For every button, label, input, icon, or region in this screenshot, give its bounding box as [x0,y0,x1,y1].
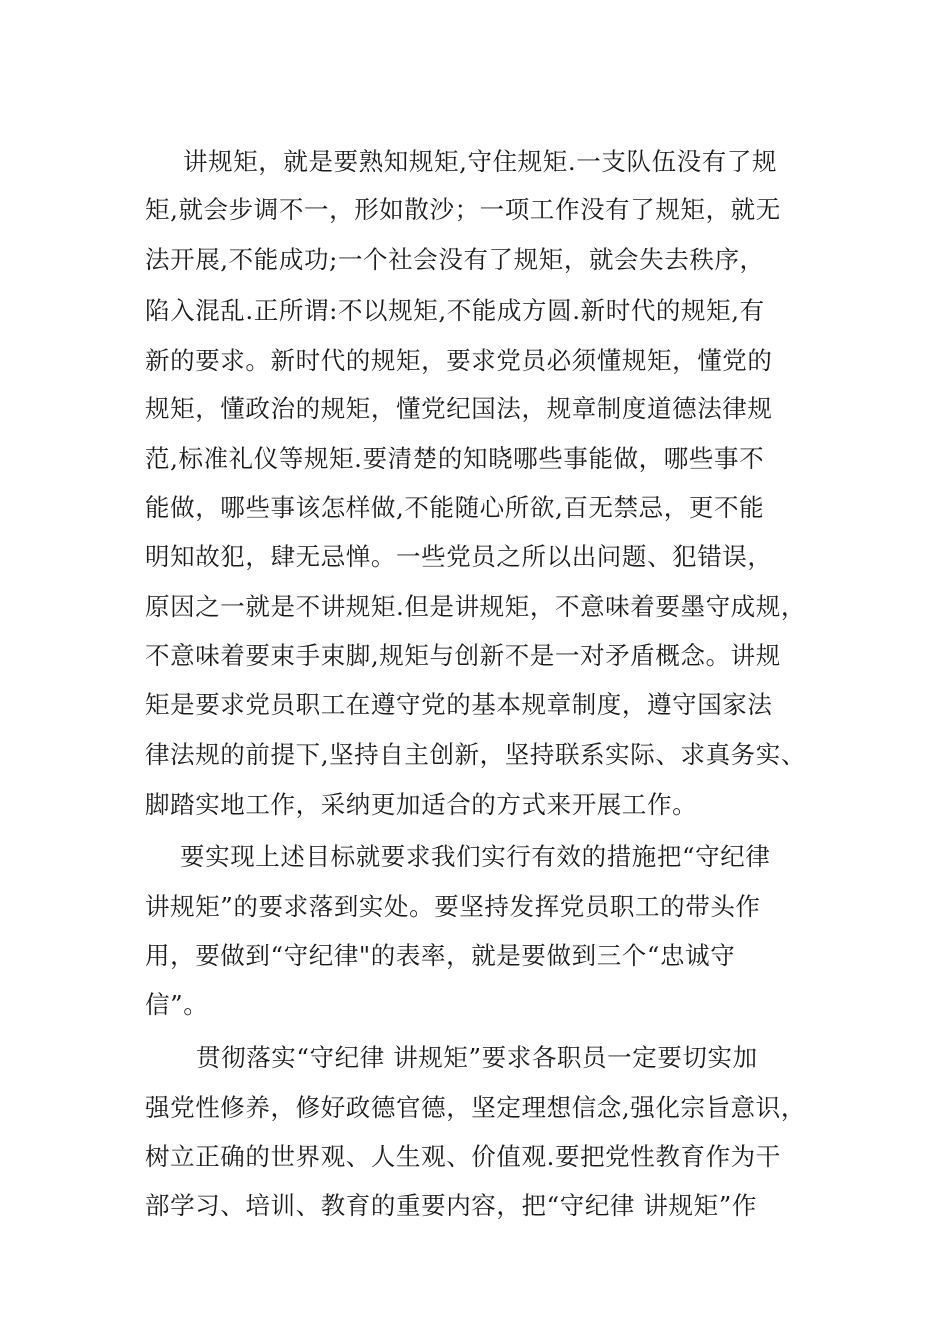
text-line: 范,标准礼仪等规矩.要清楚的知晓哪些事能做，哪些事不 [145,444,765,473]
text-line: 新的要求。新时代的规矩，要求党员必须懂规矩，懂党的 [145,346,773,375]
text-line: 能做，哪些事该怎样做,不能随心所欲,百无禁忌，更不能 [145,493,765,522]
text-line: 讲规矩，就是要熟知规矩,守住规矩.一支队伍没有了规 [183,147,778,176]
text-line: 律法规的前提下,坚持自主创新，坚持联系实际、求真务实、 [145,740,806,769]
text-line: 矩,就会步调不一，形如散沙；一项工作没有了规矩，就无 [145,195,781,224]
text-line: 贯彻落实“守纪律 讲规矩”要求各职员一定要切实加 [196,1043,758,1072]
text-line: 不意味着要束手束脚,规矩与创新不是一对矛盾概念。讲规 [145,641,781,670]
text-line: 强党性修养，修好政德官德，坚定理想信念,强化宗旨意识， [145,1093,806,1122]
text-line: 树立正确的世界观、人生观、价值观.要把党性教育作为干 [145,1142,781,1171]
text-line: 明知故犯，肆无忌惮。一些党员之所以出问题、犯错误， [145,542,773,571]
text-line: 脚踏实地工作，采纳更加适合的方式来开展工作。 [145,790,698,819]
text-line: 部学习、培训、教育的重要内容，把“守纪律 讲规矩”作 [145,1191,757,1220]
text-line: 要实现上述目标就要求我们实行有效的措施把“守纪律 [180,842,771,871]
text-line: 法开展,不能成功;一个社会没有了规矩，就会失去秩序， [145,245,765,274]
text-line: 规矩，懂政治的规矩，懂党纪国法，规章制度道德法律规 [145,394,773,423]
text-line: 用，要做到“守纪律"的表率，就是要做到三个“忠诚守 [145,941,736,970]
text-line: 信”。 [145,990,209,1019]
text-line: 原因之一就是不讲规矩.但是讲规矩，不意味着要墨守成规， [145,592,806,621]
text-line: 讲规矩”的要求落到实处。要坚持发挥党员职工的带头作 [145,892,761,921]
text-line: 陷入混乱.正所谓:不以规矩,不能成方圆.新时代的规矩,有 [145,296,765,325]
text-line: 矩是要求党员职工在遵守党的基本规章制度，遵守国家法 [145,690,773,719]
